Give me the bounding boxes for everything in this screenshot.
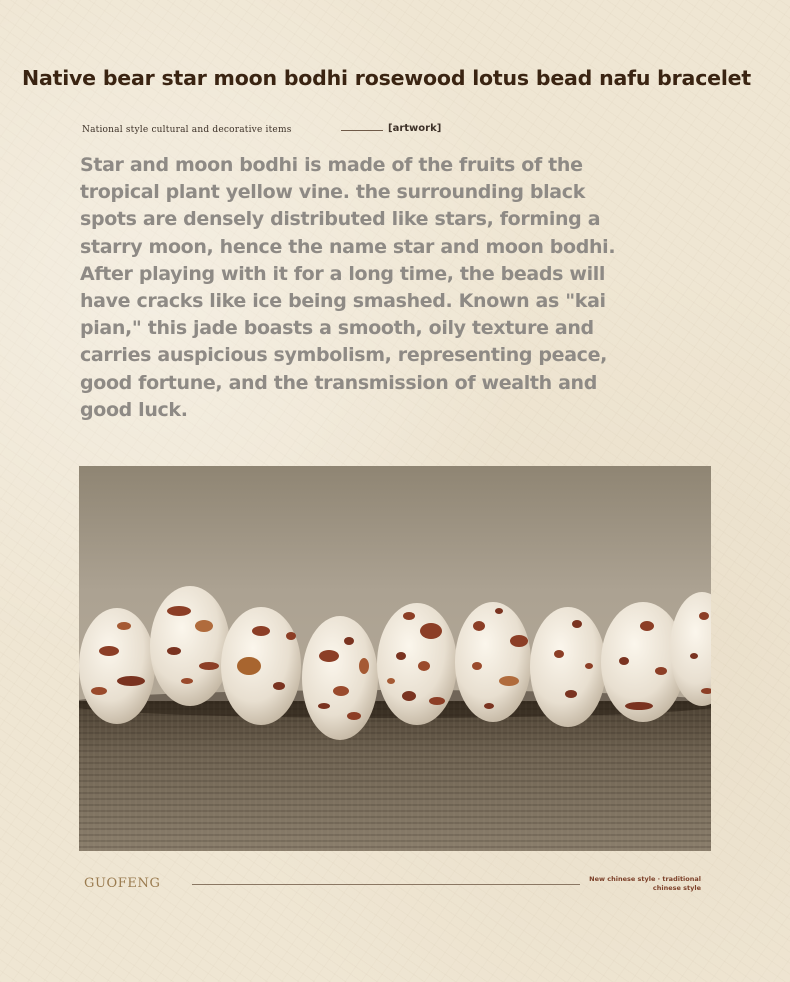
bead-4 [302, 616, 378, 740]
bead-5 [377, 603, 457, 725]
subheading-left: National style cultural and decorative items [82, 125, 292, 135]
subheading-divider [341, 130, 383, 131]
product-description: Star and moon bodhi is made of the fruits of the tropical plant yellow vine. the surrounding black spots are densely distributed like stars, forming a starry moon, hence the name star and moon bodhi. After playing with it for a long time, the beads will have cracks like ice being smashed. Known as "kai pian," this jade boasts a smooth, oily texture and carries auspicious symbolism, representing peace, good fortune, and the transmission of wealth and good luck. [80, 154, 616, 421]
bracelet-illustration [79, 466, 711, 851]
product-title: Native bear star moon bodhi rosewood lotus bead nafu bracelet [22, 66, 751, 90]
subheading-row [82, 121, 502, 139]
product-photo [79, 466, 711, 851]
bead-1 [79, 608, 155, 724]
bead-6 [455, 602, 531, 722]
bead-2 [150, 586, 230, 706]
footer-divider [192, 884, 580, 885]
bead-7 [530, 607, 606, 727]
subheading-tag: [artwork] [388, 123, 442, 134]
footer-note: New chinese style · traditional chinese style [589, 875, 701, 892]
footer-brand: GUOFENG [84, 876, 161, 891]
bead-3 [221, 607, 301, 725]
